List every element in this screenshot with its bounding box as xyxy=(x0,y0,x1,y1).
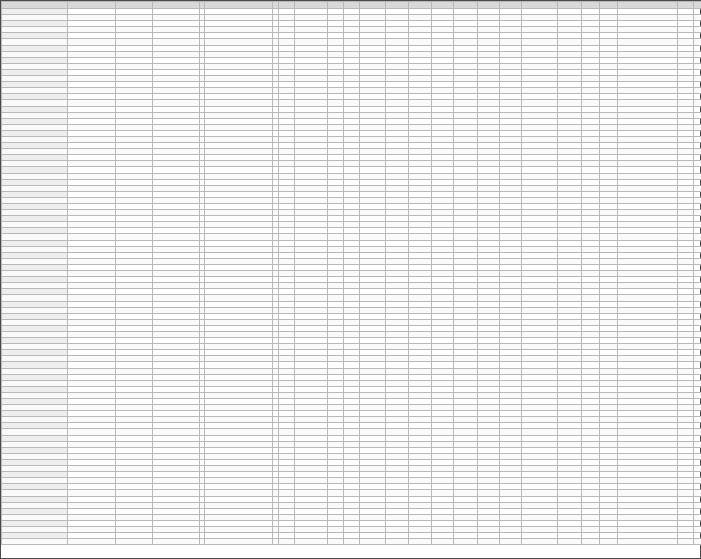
table-cell[interactable] xyxy=(386,539,409,545)
column-header[interactable] xyxy=(409,2,432,9)
column-header[interactable] xyxy=(116,2,153,9)
table-cell[interactable] xyxy=(558,539,582,545)
table-header-row xyxy=(2,2,701,9)
table-cell[interactable] xyxy=(2,539,68,545)
column-header[interactable] xyxy=(344,2,360,9)
table-cell[interactable] xyxy=(116,539,153,545)
table-cell[interactable] xyxy=(432,539,454,545)
column-header[interactable] xyxy=(153,2,200,9)
table-cell[interactable] xyxy=(153,539,200,545)
table-cell[interactable] xyxy=(295,539,328,545)
table-cell[interactable] xyxy=(344,539,360,545)
table-cell[interactable] xyxy=(279,539,295,545)
column-header[interactable] xyxy=(500,2,522,9)
column-header[interactable] xyxy=(558,2,582,9)
data-table xyxy=(1,1,701,545)
table-cell[interactable] xyxy=(678,539,694,545)
column-header[interactable] xyxy=(478,2,500,9)
table-cell[interactable] xyxy=(409,539,432,545)
table-cell[interactable] xyxy=(328,539,344,545)
table-cell[interactable] xyxy=(360,539,386,545)
column-header[interactable] xyxy=(279,2,295,9)
table-cell[interactable] xyxy=(478,539,500,545)
column-header[interactable] xyxy=(328,2,344,9)
table-cell[interactable] xyxy=(582,539,600,545)
column-header[interactable] xyxy=(678,2,694,9)
column-header[interactable] xyxy=(295,2,328,9)
column-header[interactable] xyxy=(600,2,618,9)
table-cell[interactable] xyxy=(694,539,701,545)
table-cell[interactable] xyxy=(522,539,558,545)
table-cell[interactable] xyxy=(205,539,273,545)
column-header[interactable] xyxy=(694,2,701,9)
column-header[interactable] xyxy=(386,2,409,9)
table-row xyxy=(2,539,701,545)
column-header[interactable] xyxy=(360,2,386,9)
table-cell[interactable] xyxy=(600,539,618,545)
column-header[interactable] xyxy=(432,2,454,9)
table-cell[interactable] xyxy=(500,539,522,545)
column-header[interactable] xyxy=(522,2,558,9)
table-cell[interactable] xyxy=(68,539,116,545)
table-cell[interactable] xyxy=(454,539,478,545)
table-cell[interactable] xyxy=(618,539,678,545)
column-header[interactable] xyxy=(205,2,273,9)
column-header[interactable] xyxy=(2,2,68,9)
column-header[interactable] xyxy=(582,2,600,9)
column-header[interactable] xyxy=(454,2,478,9)
column-header[interactable] xyxy=(618,2,678,9)
column-header[interactable] xyxy=(68,2,116,9)
